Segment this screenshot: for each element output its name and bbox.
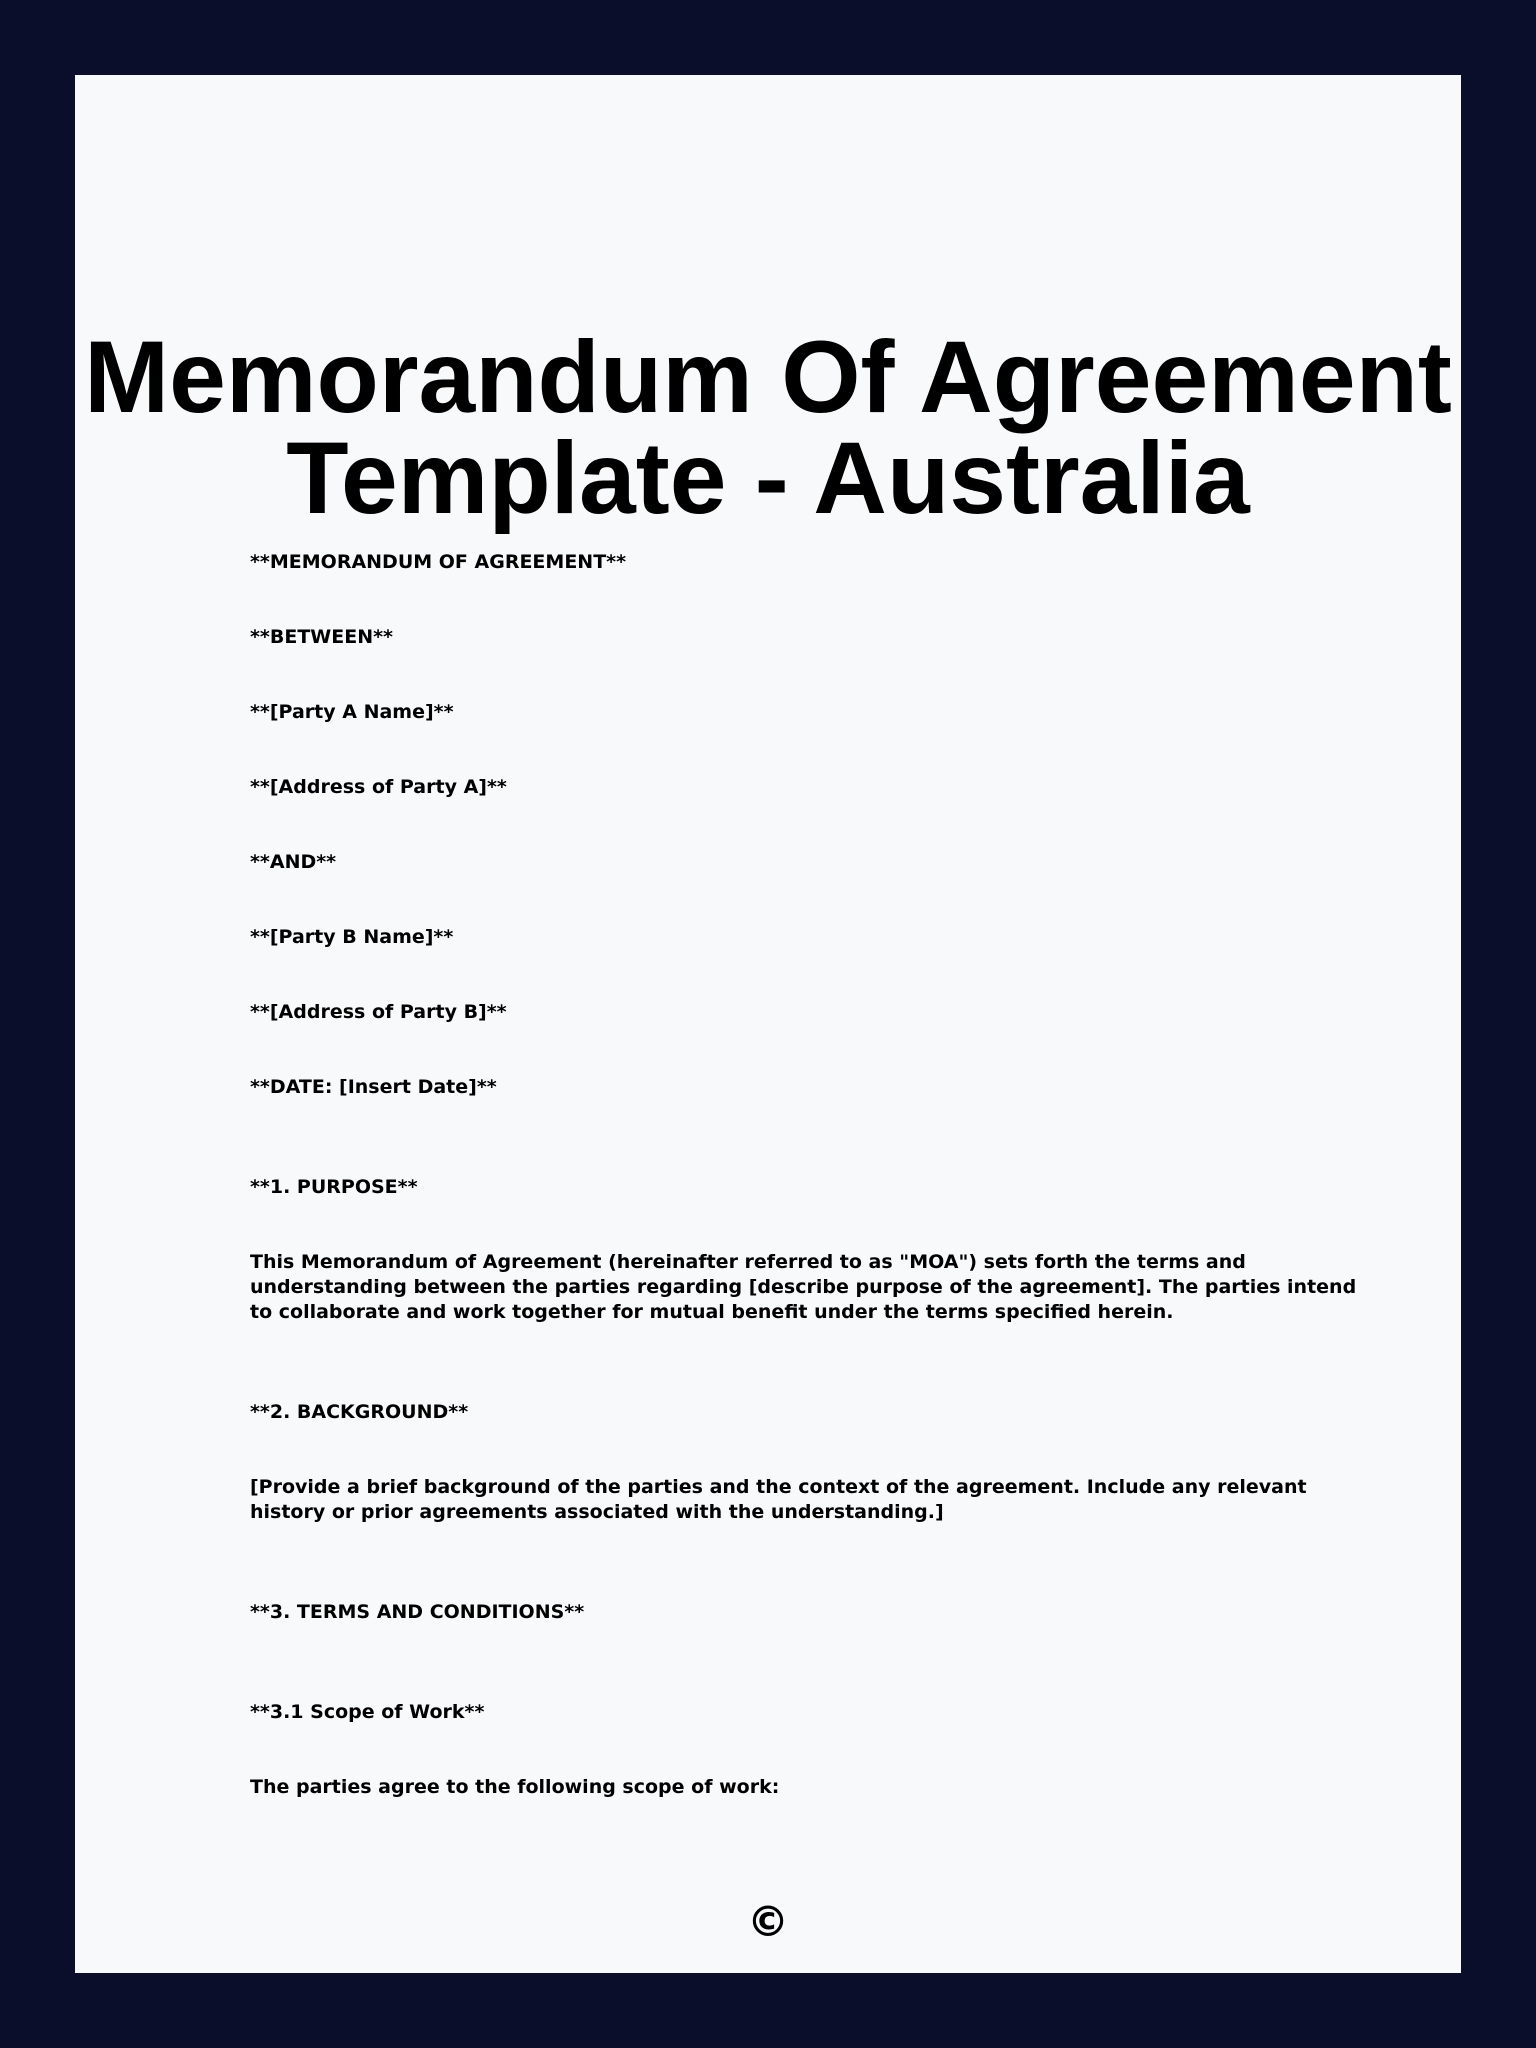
section-scope-text: The parties agree to the following scope of work: [250,1776,780,1798]
section-purpose-heading: **1. PURPOSE** [250,1176,418,1198]
party-b-address: **[Address of Party B]** [250,1001,507,1023]
title-line-2: Template - Australia [286,421,1250,535]
party-a-address: **[Address of Party A]** [250,776,507,798]
document-page [75,75,1461,1973]
section-scope-heading: **3.1 Scope of Work** [250,1701,485,1723]
section-terms-heading: **3. TERMS AND CONDITIONS** [250,1601,585,1623]
title-line-1: Memorandum Of Agreement [84,320,1452,434]
copyright-icon: © [747,1897,789,1946]
heading-between: **BETWEEN** [250,626,393,648]
document-title [75,320,1461,535]
heading-memorandum: **MEMORANDUM OF AGREEMENT** [250,551,627,573]
section-background-heading: **2. BACKGROUND** [250,1401,469,1423]
heading-and: **AND** [250,851,337,873]
section-background-text: [Provide a brief background of the parties and the context of the agreement. Include any relevant history or prior agreements associated with the understanding.] [250,1476,1307,1523]
party-b-name: **[Party B Name]** [250,926,454,948]
agreement-date: **DATE: [Insert Date]** [250,1076,497,1098]
party-a-name: **[Party A Name]** [250,701,454,723]
section-purpose-text: This Memorandum of Agreement (hereinafter referred to as "MOA") sets forth the terms and understanding between the parties regarding [describe purpose of the agreement]. The parties intend to collaborate and work together for mutual benefit under the terms specified herein. [250,1251,1357,1323]
